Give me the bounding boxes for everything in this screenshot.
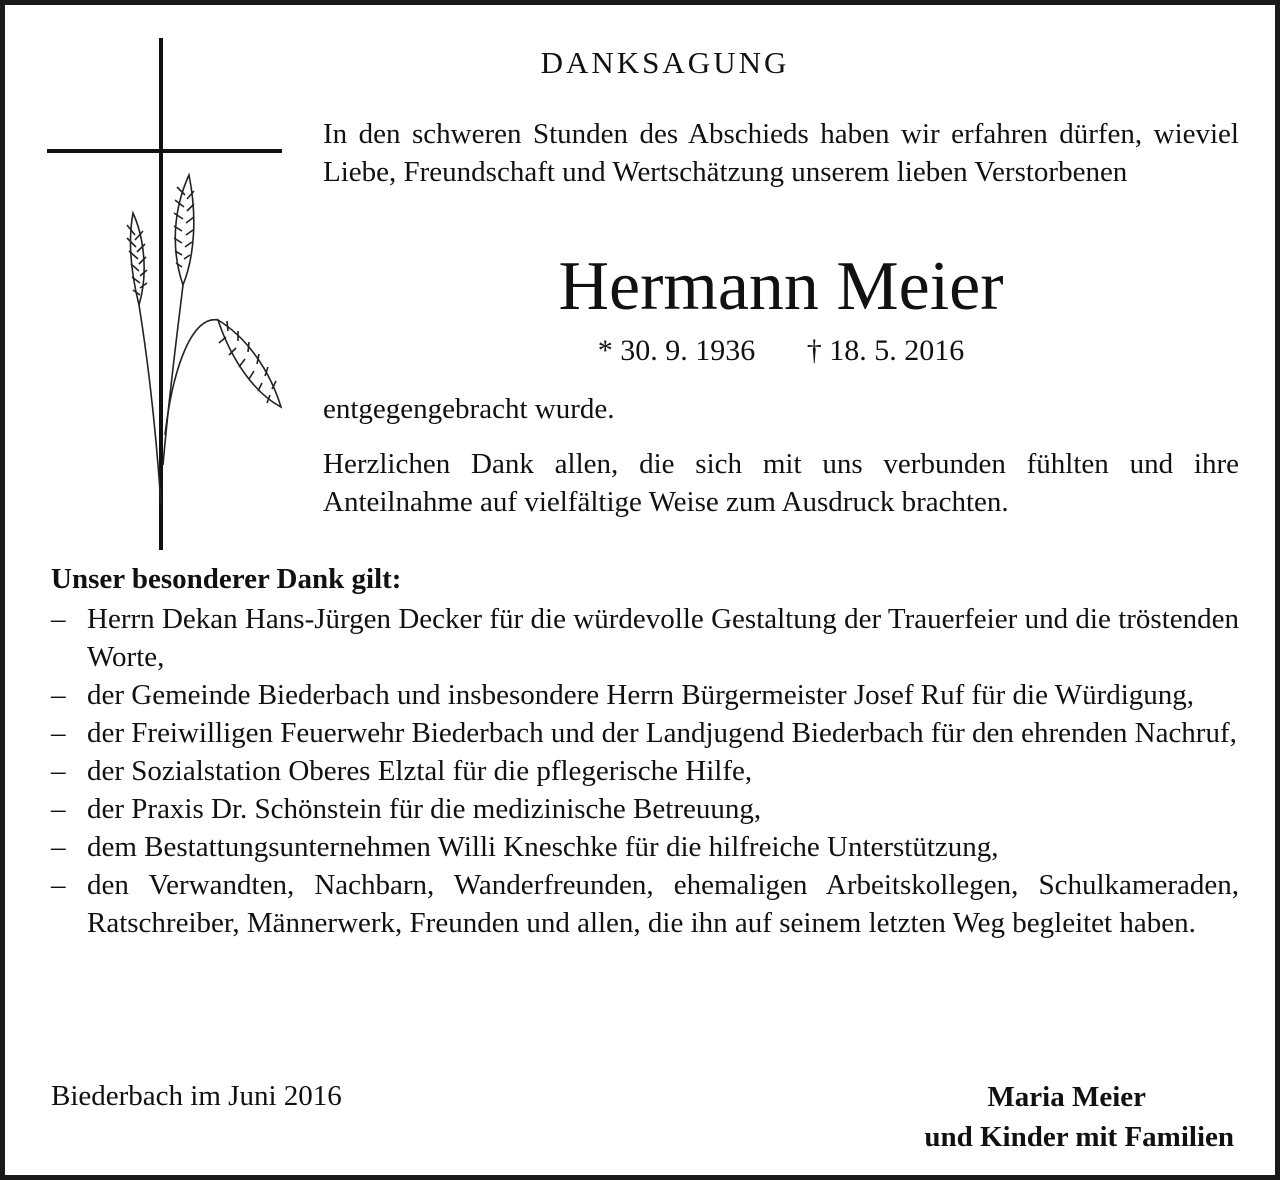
bullet-dash: – — [51, 831, 66, 863]
birth-date: * 30. 9. 1936 — [597, 334, 756, 367]
bullet-dash: – — [51, 603, 66, 635]
cross-icon — [47, 38, 282, 550]
cross-with-wheat-icon — [43, 35, 288, 555]
bullet-dash: – — [51, 679, 66, 711]
bullet-dash: – — [51, 755, 66, 787]
list-item-text: der Praxis Dr. Schönstein für die medizinische Betreuung, — [87, 793, 762, 825]
special-thanks-list — [51, 600, 1239, 942]
life-dates — [323, 332, 1239, 370]
intro-continuation: entgegengebracht wurde. — [323, 393, 615, 425]
signature-block — [924, 1077, 1234, 1157]
wheat-ears-icon — [127, 175, 281, 505]
list-item-text: der Sozialstation Oberes Elztal für die pflegerische Hilfe, — [87, 755, 753, 787]
list-item — [51, 866, 1239, 942]
list-item-text: den Verwandten, Nachbarn, Wanderfreunden, ehemaligen Arbeitskollegen, Schulkameraden, Ratschreiber, Männerwerk, Freunden und allen, die ihn auf seinem letzten Weg begleitet haben. — [87, 869, 1239, 939]
list-item — [51, 752, 1239, 790]
deceased-name: Hermann Meier — [558, 248, 1004, 325]
list-item — [51, 828, 1239, 866]
special-thanks-heading: Unser besonderer Dank gilt: — [51, 563, 402, 595]
list-item-text: der Freiwilligen Feuerwehr Biederbach und der Landjugend Biederbach für den ehrenden Nachruf, — [87, 717, 1237, 749]
notice-heading: DANKSAGUNG — [540, 45, 790, 80]
list-item-text: Herrn Dekan Hans-Jürgen Decker für die würdevolle Gestaltung der Trauerfeier und die tröstenden Worte, — [87, 603, 1239, 673]
list-item — [51, 790, 1239, 828]
bullet-dash: – — [51, 793, 66, 825]
list-item — [51, 714, 1239, 752]
list-item-text: der Gemeinde Biederbach und insbesondere Herrn Bürgermeister Josef Ruf für die Würdigung, — [87, 679, 1195, 711]
death-date: † 18. 5. 2016 — [806, 334, 965, 367]
signature-line-1: Maria Meier — [987, 1081, 1146, 1113]
signature-line-2: und Kinder mit Familien — [924, 1121, 1234, 1153]
general-thanks: Herzlichen Dank allen, die sich mit uns verbunden fühlten und ihre Anteilnahme auf vielfältige Weise zum Ausdruck brachten. — [323, 448, 1239, 518]
list-item — [51, 676, 1239, 714]
intro-text: In den schweren Stunden des Abschieds haben wir erfahren dürfen, wieviel Liebe, Freundschaft und Wertschätzung unserem lieben Verstorbenen — [323, 118, 1239, 188]
place-and-date: Biederbach im Juni 2016 — [51, 1080, 342, 1112]
bullet-dash: – — [51, 869, 66, 901]
list-item — [51, 600, 1239, 676]
bullet-dash: – — [51, 717, 66, 749]
list-item-text: dem Bestattungsunternehmen Willi Kneschke für die hilfreiche Unterstützung, — [87, 831, 999, 863]
